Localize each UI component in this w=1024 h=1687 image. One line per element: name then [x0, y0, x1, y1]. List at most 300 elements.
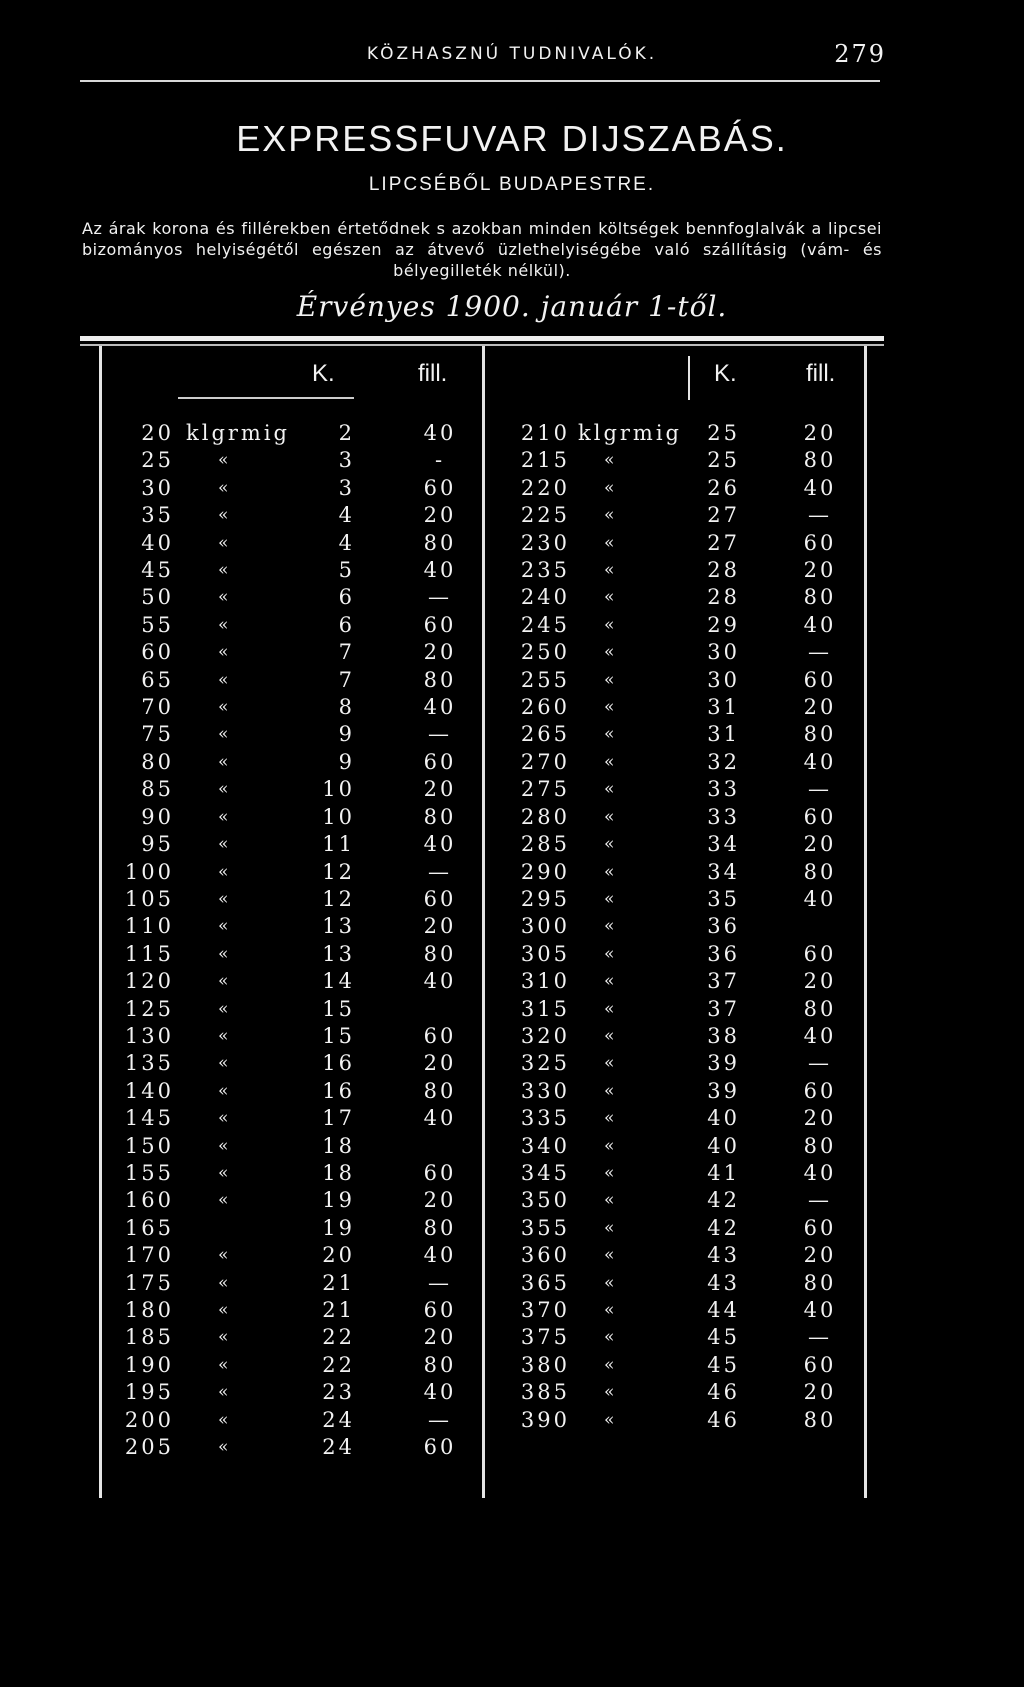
left-korona-cell: 4 — [338, 530, 355, 555]
left-korona-cell: 4 — [338, 503, 355, 528]
right-korona-cell: 39 — [707, 1078, 740, 1103]
right-korona-cell: 43 — [707, 1243, 740, 1268]
right-unit-cell: « — [604, 724, 618, 745]
left-unit-cell: « — [218, 697, 232, 718]
right-unit-cell: « — [604, 888, 618, 909]
left-filler-cell: 80 — [423, 941, 457, 966]
right-weight-cell: 265 — [520, 722, 570, 747]
right-weight-cell: 330 — [520, 1078, 570, 1103]
left-filler-cell: — — [428, 1407, 452, 1432]
table-row — [0, 1023, 1024, 1050]
right-weight-cell: 345 — [520, 1160, 570, 1185]
left-korona-cell: 22 — [322, 1325, 355, 1350]
left-weight-cell: 115 — [124, 941, 174, 966]
table-row — [0, 859, 1024, 886]
right-unit-cell: « — [604, 697, 618, 718]
right-korona-cell: 29 — [707, 612, 740, 637]
right-weight-cell: 315 — [520, 996, 570, 1021]
left-filler-cell: 60 — [423, 612, 457, 637]
right-weight-cell: 365 — [520, 1270, 570, 1295]
left-weight-cell: 55 — [141, 612, 174, 637]
table-row — [0, 557, 1024, 584]
left-weight-cell: 205 — [124, 1435, 174, 1460]
left-filler-cell: 20 — [423, 777, 457, 802]
right-korona-cell: 39 — [707, 1051, 740, 1076]
right-weight-cell: 210 — [520, 421, 570, 445]
right-filler-cell: 80 — [803, 585, 837, 610]
left-korona-cell: 20 — [322, 1243, 355, 1268]
left-unit-cell: « — [218, 779, 232, 800]
right-filler-cell: 80 — [803, 1133, 837, 1158]
right-unit-cell: « — [604, 998, 618, 1019]
left-unit-cell: « — [218, 1245, 232, 1266]
right-unit-cell: « — [604, 943, 618, 964]
right-weight-cell: 290 — [520, 859, 570, 884]
table-row — [0, 1270, 1024, 1297]
left-unit-cell: « — [218, 587, 232, 608]
table-row — [0, 996, 1024, 1023]
left-korona-cell: 9 — [338, 722, 355, 747]
right-weight-cell: 375 — [520, 1325, 570, 1350]
table-row — [0, 1407, 1024, 1434]
table-row — [0, 941, 1024, 968]
left-filler-cell: 60 — [423, 1023, 457, 1048]
right-weight-cell: 255 — [520, 667, 570, 692]
left-unit-cell: « — [218, 505, 232, 526]
right-weight-cell: 355 — [520, 1215, 570, 1240]
left-korona-cell: 10 — [322, 777, 355, 802]
header-underline — [178, 397, 354, 399]
right-weight-cell: 320 — [520, 1023, 570, 1048]
left-filler-cell: 80 — [423, 1215, 457, 1240]
right-filler-cell: 40 — [803, 475, 837, 500]
left-unit-cell: « — [218, 669, 232, 690]
left-weight-cell: 50 — [141, 585, 174, 610]
right-korona-cell: 34 — [707, 859, 740, 884]
right-weight-cell: 215 — [520, 448, 570, 473]
left-weight-cell: 45 — [141, 558, 174, 583]
table-row — [0, 1105, 1024, 1132]
left-unit-cell: « — [218, 971, 232, 992]
left-korona-cell: 23 — [322, 1380, 355, 1405]
left-weight-cell: 130 — [124, 1023, 174, 1048]
right-filler-cell: 40 — [803, 886, 837, 911]
left-weight-cell: 100 — [124, 859, 174, 884]
right-unit-cell: « — [604, 505, 618, 526]
left-filler-cell: 40 — [423, 969, 457, 994]
right-weight-cell: 220 — [520, 475, 570, 500]
right-weight-cell: 305 — [520, 941, 570, 966]
left-weight-cell: 30 — [141, 475, 174, 500]
right-unit-cell: « — [604, 1354, 618, 1375]
left-unit-cell: « — [218, 1382, 232, 1403]
right-weight-cell: 280 — [520, 804, 570, 829]
left-unit-cell: « — [218, 450, 232, 471]
left-unit-cell: « — [218, 1108, 232, 1129]
right-unit-cell: « — [604, 1135, 618, 1156]
left-unit-cell: « — [218, 1409, 232, 1430]
right-korona-cell: 25 — [707, 448, 740, 473]
left-unit-cell: « — [218, 614, 232, 635]
left-weight-cell: 75 — [141, 722, 174, 747]
right-unit-cell: « — [604, 614, 618, 635]
right-weight-cell: 250 — [520, 640, 570, 665]
right-filler-cell: 80 — [803, 448, 837, 473]
left-weight-cell: 125 — [124, 996, 174, 1021]
right-filler-cell: 40 — [803, 1023, 837, 1048]
running-head-title: KÖZHASZNÚ TUDNIVALÓK. — [366, 44, 658, 64]
left-korona-cell: 10 — [322, 804, 355, 829]
right-korona-cell: 31 — [707, 695, 740, 720]
table-row — [0, 1379, 1024, 1406]
right-korona-cell: 45 — [707, 1325, 740, 1350]
left-korona-cell: 7 — [338, 667, 355, 692]
left-weight-cell: 60 — [141, 640, 174, 665]
right-korona-cell: 40 — [707, 1106, 740, 1131]
left-korona-cell: 24 — [322, 1435, 355, 1460]
right-weight-cell: 350 — [520, 1188, 570, 1213]
right-unit-cell: « — [604, 1272, 618, 1293]
right-unit-cell: « — [604, 806, 618, 827]
right-filler-cell: 20 — [803, 421, 837, 445]
right-korona-cell: 37 — [707, 969, 740, 994]
intro-paragraph: Az árak korona és fillérekben értetődnek s azokban minden költségek bennfoglalvák a lipcsei bizományos helyiségétől egészen az átvevő üzlethelyiségébe való szállításig (vám- és bélyegilleték nélkül). — [82, 219, 882, 280]
right-korona-cell: 30 — [707, 667, 740, 692]
right-unit-cell: « — [604, 834, 618, 855]
right-korona-cell: 43 — [707, 1270, 740, 1295]
left-unit-cell: « — [218, 1354, 232, 1375]
left-unit-cell: « — [218, 1025, 232, 1046]
left-unit-cell: « — [218, 1080, 232, 1101]
right-filler-cell: 20 — [803, 558, 837, 583]
left-korona-cell: 21 — [322, 1298, 355, 1322]
left-korona-cell: 8 — [338, 695, 355, 720]
right-weight-cell: 340 — [520, 1133, 570, 1158]
right-unit-cell: klgrmig — [578, 421, 682, 445]
left-unit-cell: « — [218, 751, 232, 772]
left-unit-cell: « — [218, 1272, 232, 1293]
left-unit-cell: « — [218, 1437, 232, 1458]
right-korona-cell: 28 — [707, 585, 740, 610]
left-unit-cell: « — [218, 1162, 232, 1183]
right-unit-cell: « — [604, 1053, 618, 1074]
left-filler-cell: 40 — [423, 1243, 457, 1268]
right-unit-cell: « — [604, 450, 618, 471]
left-korona-cell: 19 — [322, 1215, 355, 1240]
right-weight-cell: 300 — [520, 914, 570, 939]
left-filler-cell: — — [428, 722, 452, 747]
table-row — [0, 1434, 1024, 1461]
left-unit-cell: « — [218, 1053, 232, 1074]
left-korona-cell: 18 — [322, 1133, 355, 1158]
right-korona-cell: 42 — [707, 1188, 740, 1213]
right-filler-cell: 80 — [803, 996, 837, 1021]
right-unit-cell: « — [604, 642, 618, 663]
left-filler-cell: 20 — [423, 503, 457, 528]
left-unit-cell: « — [218, 724, 232, 745]
header-k-right: K. — [714, 360, 737, 387]
left-korona-cell: 12 — [322, 859, 355, 884]
left-filler-cell: 60 — [423, 1160, 457, 1185]
left-weight-cell: 200 — [124, 1407, 174, 1432]
right-korona-cell: 36 — [707, 914, 740, 939]
right-unit-cell: « — [604, 1382, 618, 1403]
left-korona-cell: 24 — [322, 1407, 355, 1432]
left-weight-cell: 95 — [141, 832, 174, 857]
right-korona-cell: 33 — [707, 777, 740, 802]
right-unit-cell: « — [604, 532, 618, 553]
right-korona-cell: 38 — [707, 1023, 740, 1048]
left-filler-cell: — — [428, 585, 452, 610]
left-filler-cell: — — [428, 1270, 452, 1295]
right-korona-cell: 33 — [707, 804, 740, 829]
table-row — [0, 886, 1024, 913]
left-unit-cell: « — [218, 642, 232, 663]
left-filler-cell: 20 — [423, 1188, 457, 1213]
right-weight-cell: 225 — [520, 503, 570, 528]
left-korona-cell: 6 — [338, 585, 355, 610]
table-row — [0, 584, 1024, 611]
right-weight-cell: 380 — [520, 1352, 570, 1377]
right-filler-cell: 80 — [803, 1407, 837, 1432]
header-right-k-divider — [688, 356, 690, 400]
right-korona-cell: 36 — [707, 941, 740, 966]
left-korona-cell: 3 — [338, 475, 355, 500]
left-filler-cell: 20 — [423, 914, 457, 939]
right-unit-cell: « — [604, 669, 618, 690]
left-korona-cell: 9 — [338, 749, 355, 774]
right-unit-cell: « — [604, 1025, 618, 1046]
left-korona-cell: 18 — [322, 1160, 355, 1185]
running-head — [0, 40, 1024, 74]
left-unit-cell: « — [218, 1327, 232, 1348]
right-unit-cell: « — [604, 1245, 618, 1266]
left-unit-cell: « — [218, 532, 232, 553]
left-korona-cell: 15 — [322, 996, 355, 1021]
right-weight-cell: 240 — [520, 585, 570, 610]
table-row — [0, 1160, 1024, 1187]
right-korona-cell: 34 — [707, 832, 740, 857]
left-korona-cell: 21 — [322, 1270, 355, 1295]
left-weight-cell: 120 — [124, 969, 174, 994]
left-korona-cell: 22 — [322, 1352, 355, 1377]
left-filler-cell: 40 — [423, 558, 457, 583]
left-weight-cell: 155 — [124, 1160, 174, 1185]
table-row — [0, 1242, 1024, 1269]
left-unit-cell: « — [218, 1190, 232, 1211]
right-filler-cell: 60 — [803, 804, 837, 829]
right-weight-cell: 275 — [520, 777, 570, 802]
right-korona-cell: 32 — [707, 749, 740, 774]
left-filler-cell: 60 — [423, 886, 457, 911]
left-filler-cell: 60 — [423, 1435, 457, 1460]
right-filler-cell: 20 — [803, 695, 837, 720]
left-weight-cell: 70 — [141, 695, 174, 720]
table-row — [0, 447, 1024, 474]
left-filler-cell: 80 — [423, 667, 457, 692]
right-filler-cell: 40 — [803, 612, 837, 637]
table-row — [0, 420, 1024, 447]
left-filler-cell: 80 — [423, 804, 457, 829]
table-row — [0, 749, 1024, 776]
table-row — [0, 639, 1024, 666]
table-row — [0, 804, 1024, 831]
right-unit-cell: « — [604, 751, 618, 772]
right-weight-cell: 285 — [520, 832, 570, 857]
left-weight-cell: 150 — [124, 1133, 174, 1158]
table-row — [0, 612, 1024, 639]
left-weight-cell: 110 — [124, 914, 174, 939]
table-row — [0, 667, 1024, 694]
right-filler-cell: — — [808, 777, 832, 802]
table-row — [0, 1324, 1024, 1351]
left-filler-cell: 40 — [423, 695, 457, 720]
right-unit-cell: « — [604, 1217, 618, 1238]
right-korona-cell: 46 — [707, 1407, 740, 1432]
rate-table — [0, 420, 1024, 1461]
left-unit-cell: « — [218, 861, 232, 882]
right-filler-cell: 80 — [803, 722, 837, 747]
table-row — [0, 1078, 1024, 1105]
header-fill-right: fill. — [806, 360, 836, 387]
right-filler-cell: 40 — [803, 1298, 837, 1322]
right-unit-cell: « — [604, 1162, 618, 1183]
left-weight-cell: 140 — [124, 1078, 174, 1103]
left-unit-cell: klgrmig — [186, 421, 290, 445]
table-row — [0, 721, 1024, 748]
right-korona-cell: 31 — [707, 722, 740, 747]
left-unit-cell: « — [218, 1135, 232, 1156]
left-filler-cell: 40 — [423, 832, 457, 857]
right-filler-cell: 20 — [803, 832, 837, 857]
left-weight-cell: 190 — [124, 1352, 174, 1377]
left-korona-cell: 6 — [338, 612, 355, 637]
right-korona-cell: 45 — [707, 1352, 740, 1377]
left-unit-cell: « — [218, 1300, 232, 1320]
left-weight-cell: 65 — [141, 667, 174, 692]
table-row — [0, 1215, 1024, 1242]
right-unit-cell: « — [604, 861, 618, 882]
table-row — [0, 502, 1024, 529]
right-filler-cell: — — [808, 1188, 832, 1213]
left-weight-cell: 160 — [124, 1188, 174, 1213]
left-weight-cell: 90 — [141, 804, 174, 829]
table-row — [0, 1187, 1024, 1214]
right-filler-cell: 20 — [803, 969, 837, 994]
right-korona-cell: 40 — [707, 1133, 740, 1158]
right-weight-cell: 295 — [520, 886, 570, 911]
right-weight-cell: 260 — [520, 695, 570, 720]
left-korona-cell: 13 — [322, 941, 355, 966]
right-unit-cell: « — [604, 1409, 618, 1430]
table-row — [0, 1297, 1024, 1324]
right-filler-cell: 20 — [803, 1106, 837, 1131]
right-filler-cell: 60 — [803, 1078, 837, 1103]
left-filler-cell: 20 — [423, 1325, 457, 1350]
left-filler-cell: - — [434, 448, 446, 473]
left-unit-cell: « — [218, 477, 232, 498]
header-divider — [80, 80, 880, 82]
right-filler-cell: 60 — [803, 530, 837, 555]
right-korona-cell: 35 — [707, 886, 740, 911]
table-row — [0, 1133, 1024, 1160]
right-unit-cell: « — [604, 1108, 618, 1129]
right-korona-cell: 25 — [707, 421, 740, 445]
left-korona-cell: 17 — [322, 1106, 355, 1131]
left-weight-cell: 145 — [124, 1106, 174, 1131]
right-korona-cell: 41 — [707, 1160, 740, 1185]
left-weight-cell: 105 — [124, 886, 174, 911]
left-weight-cell: 80 — [141, 749, 174, 774]
left-filler-cell: 40 — [423, 1106, 457, 1131]
table-top-rule — [80, 336, 884, 341]
right-weight-cell: 245 — [520, 612, 570, 637]
right-filler-cell: 60 — [803, 667, 837, 692]
page-title: EXPRESSFUVAR DIJSZABÁS. — [236, 118, 788, 159]
right-korona-cell: 42 — [707, 1215, 740, 1240]
header-fill-left: fill. — [418, 360, 448, 387]
right-weight-cell: 270 — [520, 749, 570, 774]
right-unit-cell: « — [604, 477, 618, 498]
left-unit-cell: « — [218, 834, 232, 855]
right-weight-cell: 390 — [520, 1407, 570, 1432]
left-korona-cell: 3 — [338, 448, 355, 473]
left-filler-cell: — — [428, 859, 452, 884]
right-filler-cell: 60 — [803, 1352, 837, 1377]
left-unit-cell: « — [218, 560, 232, 581]
left-filler-cell: 80 — [423, 1078, 457, 1103]
left-filler-cell: 40 — [423, 1380, 457, 1405]
left-unit-cell: « — [218, 888, 232, 909]
left-korona-cell: 11 — [322, 832, 355, 857]
left-weight-cell: 35 — [141, 503, 174, 528]
left-weight-cell: 175 — [124, 1270, 174, 1295]
header-k-left: K. — [312, 360, 335, 387]
right-filler-cell: 60 — [803, 1215, 837, 1240]
right-unit-cell: « — [604, 1080, 618, 1101]
table-row — [0, 913, 1024, 940]
table-row — [0, 475, 1024, 502]
table-row — [0, 1050, 1024, 1077]
right-korona-cell: 46 — [707, 1380, 740, 1405]
left-weight-cell: 20 — [141, 421, 174, 445]
right-korona-cell: 30 — [707, 640, 740, 665]
left-filler-cell: 60 — [423, 749, 457, 774]
left-weight-cell: 25 — [141, 448, 174, 473]
left-filler-cell: 20 — [423, 640, 457, 665]
left-korona-cell: 15 — [322, 1023, 355, 1048]
right-weight-cell: 310 — [520, 969, 570, 994]
left-unit-cell: « — [218, 943, 232, 964]
right-filler-cell: 40 — [803, 1160, 837, 1185]
left-korona-cell: 7 — [338, 640, 355, 665]
left-korona-cell: 12 — [322, 886, 355, 911]
right-korona-cell: 27 — [707, 530, 740, 555]
left-korona-cell: 14 — [322, 969, 355, 994]
left-filler-cell: 20 — [423, 1051, 457, 1076]
right-filler-cell: 80 — [803, 859, 837, 884]
left-filler-cell: 80 — [423, 1352, 457, 1377]
left-weight-cell: 185 — [124, 1325, 174, 1350]
table-row — [0, 776, 1024, 803]
right-weight-cell: 230 — [520, 530, 570, 555]
right-weight-cell: 325 — [520, 1051, 570, 1076]
right-filler-cell: 60 — [803, 941, 837, 966]
right-unit-cell: « — [604, 916, 618, 937]
left-unit-cell: « — [218, 998, 232, 1019]
page-number: 279 — [834, 40, 886, 68]
left-filler-cell: 40 — [423, 421, 457, 445]
